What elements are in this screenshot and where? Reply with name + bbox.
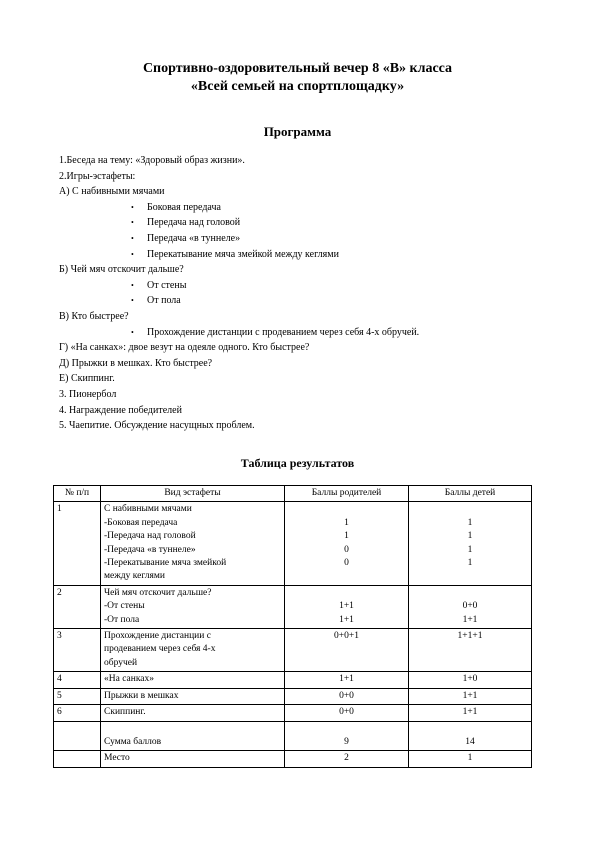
column-header: Баллы родителей — [285, 486, 409, 502]
relay-name-cell: Скиппинг. — [101, 705, 285, 721]
relay-name-cell: Прохождение дистанции с продеванием через себя 4-х обручей — [101, 629, 285, 672]
parents-score-cell: 1+1 — [285, 672, 409, 688]
bullet-icon: • — [131, 296, 134, 306]
program-item-3: 3. Пионербол — [59, 388, 117, 400]
children-place-cell: 1 — [409, 751, 532, 767]
program-item-5: 5. Чаепитие. Обсуждение насущных проблем. — [59, 420, 255, 432]
column-header: № п/п — [54, 486, 101, 502]
list-item: • Прохождение дистанции с продеванием через себя 4-х обручей. — [59, 325, 559, 341]
column-header: Вид эстафеты — [101, 486, 285, 502]
parents-sum-cell: 9 — [285, 721, 409, 751]
table-row — [54, 721, 532, 751]
document-subtitle: «Всей семьей на спортплощадку» — [190, 79, 405, 94]
results-table — [53, 485, 532, 768]
relay-name-cell: Чей мяч отскочит дальше? -От стены -От пола — [101, 585, 285, 628]
bullet-icon: • — [131, 327, 134, 337]
children-score-cell: 1+1 — [409, 705, 532, 721]
row-number: 5 — [54, 688, 101, 704]
list-item: • Передача над головой — [59, 215, 559, 231]
program-item-4: 4. Награждение победителей — [59, 404, 182, 416]
list-item: • Боковая передача — [59, 200, 559, 216]
list-item: • От стены — [59, 278, 559, 294]
row-number — [54, 721, 101, 751]
program-item-1: 1.Беседа на тему: «Здоровый образ жизни». — [59, 155, 245, 166]
table-row — [54, 585, 532, 628]
table-row — [54, 688, 532, 704]
table-row — [54, 629, 532, 672]
table-row — [54, 672, 532, 688]
parents-score-cell: 0+0+1 — [285, 629, 409, 672]
column-header: Баллы детей — [409, 486, 532, 502]
relay-name-cell: С набивными мячами -Боковая передача -Передача над головой -Передача «в туннеле» -Перекатывание мяча змейкой между кеглями — [101, 502, 285, 585]
children-score-cell: 1+1 — [409, 688, 532, 704]
bullet-icon: • — [131, 249, 134, 259]
sum-label-cell: Сумма баллов — [101, 721, 285, 751]
row-number — [54, 751, 101, 767]
list-item: • Передача «в туннеле» — [59, 231, 559, 247]
relay-g-label: Г) «На санках»: двое везут на одеяле одного. Кто быстрее? — [59, 342, 310, 354]
relay-b-label: Б) Чей мяч отскочит дальше? — [59, 264, 184, 276]
bullet-icon: • — [131, 202, 134, 212]
row-number: 2 — [54, 585, 101, 628]
children-score-cell: 0+0 1+1 — [409, 585, 532, 628]
list-item: • Перекатывание мяча змейкой между кеглями — [59, 247, 559, 263]
parents-score-cell: 0+0 — [285, 705, 409, 721]
children-score-cell: 1+0 — [409, 672, 532, 688]
parents-place-cell: 2 — [285, 751, 409, 767]
bullet-icon: • — [131, 233, 134, 243]
list-item: • От пола — [59, 293, 559, 309]
program-item-2: 2.Игры-эстафеты: — [59, 170, 136, 182]
parents-score-cell: 1 1 0 0 — [285, 502, 409, 585]
program-heading: Программа — [263, 124, 332, 139]
row-number: 6 — [54, 705, 101, 721]
results-table-title: Таблица результатов — [240, 456, 355, 470]
relay-a-label: А) С набивными мячами — [59, 186, 165, 198]
bullet-icon: • — [131, 218, 134, 228]
children-score-cell: 1 1 1 1 — [409, 502, 532, 585]
document-title: Спортивно-оздоровительный вечер 8 «В» класса — [142, 61, 453, 76]
relay-name-cell: «На санках» — [101, 672, 285, 688]
table-row — [54, 502, 532, 585]
relay-v-label: В) Кто быстрее? — [59, 310, 129, 322]
program-list — [59, 153, 559, 434]
children-score-cell: 1+1+1 — [409, 629, 532, 672]
bullet-icon: • — [131, 280, 134, 290]
relay-e-label: Е) Скиппинг. — [59, 373, 115, 385]
children-sum-cell: 14 — [409, 721, 532, 751]
place-label-cell: Место — [101, 751, 285, 767]
relay-name-cell: Прыжки в мешках — [101, 688, 285, 704]
table-row — [54, 705, 532, 721]
relay-d-label: Д) Прыжки в мешках. Кто быстрее? — [59, 357, 213, 369]
parents-score-cell: 0+0 — [285, 688, 409, 704]
parents-score-cell: 1+1 1+1 — [285, 585, 409, 628]
table-row — [54, 751, 532, 767]
row-number: 3 — [54, 629, 101, 672]
row-number: 1 — [54, 502, 101, 585]
row-number: 4 — [54, 672, 101, 688]
table-header-row — [54, 486, 532, 502]
